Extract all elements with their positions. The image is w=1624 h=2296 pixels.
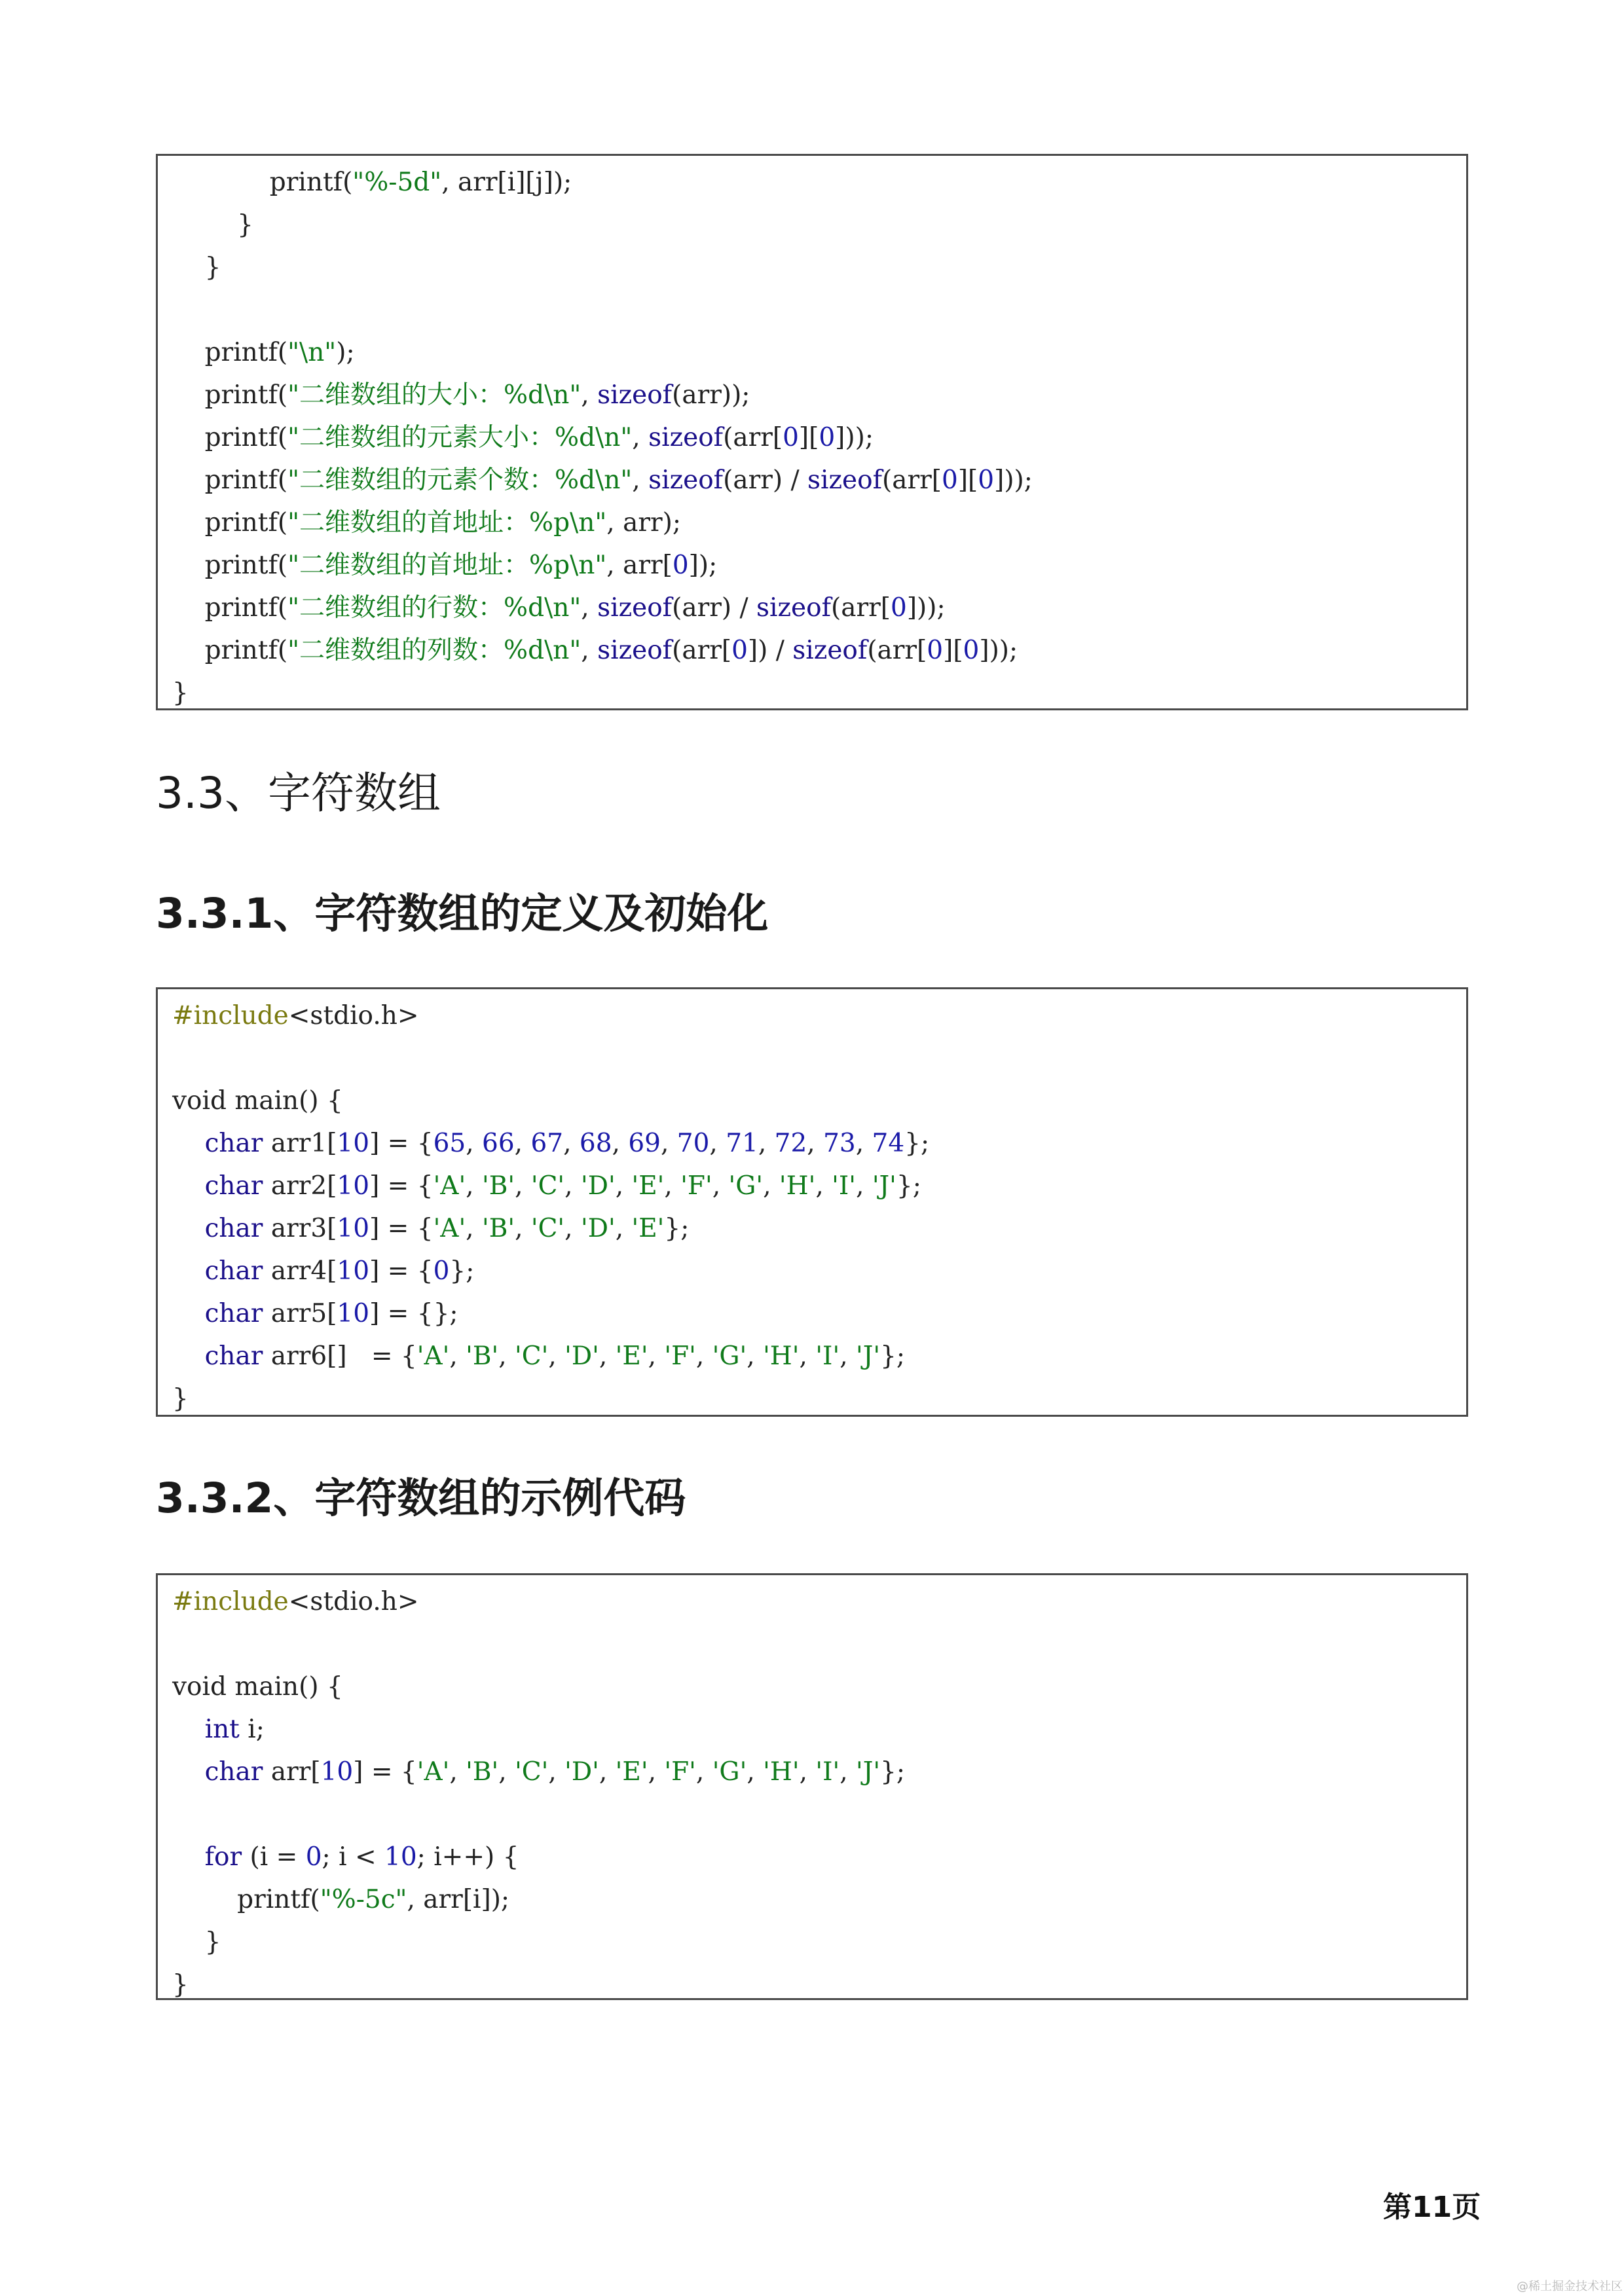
code-token: arr6[] = {	[263, 1341, 417, 1371]
code-token: 'A'	[416, 1341, 450, 1371]
code-token: 70	[676, 1129, 710, 1158]
code-token: ,	[599, 1341, 616, 1371]
code-token: 73	[823, 1129, 856, 1158]
code-token: 'H'	[763, 1341, 800, 1371]
code-token: 0	[305, 1842, 322, 1872]
code-token: ,	[515, 1214, 531, 1243]
code-token: (arr[	[831, 593, 891, 623]
code-token: 0	[731, 636, 748, 665]
code-token	[172, 1299, 205, 1328]
code-token: ,	[564, 1171, 581, 1201]
code-token: printf(	[172, 168, 353, 197]
code-token: sizeof	[597, 636, 673, 665]
code-line	[172, 1666, 1466, 1708]
code-token: char	[204, 1341, 263, 1371]
code-token	[172, 1341, 205, 1371]
code-token: ][	[943, 636, 963, 665]
code-line	[172, 1292, 1466, 1335]
code-token: "二维数组的列数：%d\n"	[287, 636, 581, 665]
code-token: void main() {	[172, 1672, 343, 1702]
code-token	[172, 1214, 205, 1243]
code-token	[172, 1129, 205, 1158]
code-line	[172, 629, 1466, 672]
code-line	[172, 1580, 1466, 1623]
code-token: ,	[799, 1757, 816, 1787]
code-line	[172, 1080, 1466, 1122]
code-token: <stdio.h>	[288, 1001, 419, 1030]
code-token: ,	[664, 1171, 681, 1201]
code-token: 68	[579, 1129, 612, 1158]
code-token: i;	[239, 1715, 265, 1744]
code-token: sizeof	[756, 593, 832, 623]
code-token: );	[336, 338, 355, 367]
code-line	[172, 587, 1466, 629]
code-token: int	[204, 1715, 240, 1744]
code-token: ,	[466, 1129, 482, 1158]
code-token: 74	[872, 1129, 905, 1158]
code-token	[172, 1256, 205, 1286]
code-token: 10	[337, 1129, 370, 1158]
code-token: ]) /	[747, 636, 793, 665]
code-token: ,	[498, 1341, 515, 1371]
code-line	[172, 204, 1466, 246]
code-token: ,	[712, 1171, 729, 1201]
code-token: <stdio.h>	[288, 1587, 419, 1616]
code-token: 69	[628, 1129, 661, 1158]
code-token: ] = {	[369, 1214, 434, 1243]
code-token: ]));	[979, 636, 1018, 665]
code-token: sizeof	[648, 465, 724, 495]
code-token: "二维数组的元素大小：%d\n"	[287, 423, 633, 452]
code-token: ,	[612, 1129, 629, 1158]
code-token: sizeof	[792, 636, 868, 665]
code-line	[172, 544, 1466, 587]
code-token: ,	[648, 1341, 665, 1371]
code-token: (arr) /	[672, 593, 757, 623]
code-token: "二维数组的行数：%d\n"	[287, 593, 581, 623]
code-token: "二维数组的大小：%d\n"	[287, 380, 581, 410]
code-token: ,	[709, 1129, 726, 1158]
code-token: 'C'	[530, 1171, 565, 1201]
code-token: ] = {	[353, 1757, 417, 1787]
code-token: 'F'	[680, 1171, 712, 1201]
code-token: ,	[695, 1341, 712, 1371]
code-token: 'J'	[872, 1171, 896, 1201]
code-token	[172, 1842, 205, 1872]
code-token: };	[449, 1256, 475, 1286]
code-token: ,	[581, 380, 598, 410]
code-token: ,	[515, 1171, 531, 1201]
code-token: char	[204, 1757, 263, 1787]
code-line	[172, 1878, 1466, 1921]
code-token: 10	[384, 1842, 417, 1872]
code-line	[172, 1751, 1466, 1793]
code-token: printf(	[172, 338, 288, 367]
code-token: char	[204, 1129, 263, 1158]
code-token: 'A'	[433, 1214, 466, 1243]
code-token: printf(	[172, 423, 288, 452]
code-token: 10	[337, 1214, 370, 1243]
code-token: 72	[774, 1129, 807, 1158]
code-token: 'B'	[481, 1171, 515, 1201]
code-token	[172, 1757, 205, 1787]
code-token: ,	[581, 593, 598, 623]
code-token: ,	[632, 423, 649, 452]
code-token: ] = {	[369, 1171, 434, 1201]
code-block	[156, 987, 1468, 1417]
code-token: 0	[433, 1256, 450, 1286]
code-line	[172, 459, 1466, 501]
code-token: ,	[799, 1341, 816, 1371]
code-token: };	[664, 1214, 690, 1243]
code-token: 65	[433, 1129, 466, 1158]
code-token: , arr);	[606, 508, 681, 538]
code-token: ] = {	[369, 1129, 434, 1158]
code-token: ] = {};	[369, 1299, 458, 1328]
code-token: 'I'	[815, 1757, 840, 1787]
code-line	[172, 1207, 1466, 1250]
code-token: 'J'	[855, 1341, 881, 1371]
code-token: "二维数组的首地址：%p\n"	[287, 508, 607, 538]
code-line	[172, 289, 1466, 331]
code-token: arr3[	[263, 1214, 337, 1243]
code-token: "二维数组的首地址：%p\n"	[287, 551, 607, 580]
code-token: arr4[	[263, 1256, 337, 1286]
code-token: ,	[815, 1171, 832, 1201]
code-token: ,	[758, 1129, 775, 1158]
code-token: 'H'	[779, 1171, 816, 1201]
code-token: }	[172, 678, 189, 708]
watermark: @稀土掘金技术社区	[1517, 2280, 1623, 2293]
code-block	[156, 154, 1468, 710]
code-token: 'H'	[763, 1757, 800, 1787]
code-token: ,	[449, 1341, 466, 1371]
code-token: ] = {	[369, 1256, 434, 1286]
code-token: , arr[i][j]);	[441, 168, 572, 197]
code-line	[172, 501, 1466, 544]
code-token: ,	[648, 1757, 665, 1787]
code-line	[172, 1836, 1466, 1878]
code-line	[172, 246, 1466, 289]
code-token: 'G'	[728, 1171, 764, 1201]
code-line	[172, 1335, 1466, 1377]
code-token: sizeof	[597, 593, 673, 623]
code-token: 10	[337, 1256, 370, 1286]
code-token: 10	[337, 1299, 370, 1328]
code-token: ,	[856, 1171, 872, 1201]
code-token: char	[204, 1256, 263, 1286]
code-token: ,	[840, 1341, 856, 1371]
code-token: 'B'	[481, 1214, 515, 1243]
code-token: ,	[632, 465, 649, 495]
code-token: ,	[615, 1214, 632, 1243]
code-token: };	[896, 1171, 921, 1201]
code-token: printf(	[172, 1885, 320, 1914]
subsection-heading: 3.3.2、字符数组的示例代码	[156, 1474, 686, 1522]
code-token: 'D'	[564, 1757, 599, 1787]
code-token: }	[172, 1970, 189, 1999]
code-token: 0	[891, 593, 907, 623]
code-token: 71	[726, 1129, 758, 1158]
code-token: 'B'	[466, 1757, 499, 1787]
code-line	[172, 1708, 1466, 1751]
code-token: 0	[672, 551, 689, 580]
code-token: 10	[337, 1171, 370, 1201]
code-token: 'D'	[564, 1341, 599, 1371]
code-token: #include	[172, 1001, 289, 1030]
code-token: 'E'	[615, 1341, 648, 1371]
code-token: 0	[819, 423, 836, 452]
code-token: (arr[	[672, 636, 732, 665]
code-token: 'E'	[615, 1757, 648, 1787]
code-token: ]);	[688, 551, 718, 580]
code-line	[172, 1377, 1466, 1420]
code-token: "%-5d"	[352, 168, 442, 197]
code-token: };	[904, 1129, 930, 1158]
code-token: };	[880, 1341, 906, 1371]
code-block	[156, 1573, 1468, 2000]
code-line	[172, 416, 1466, 459]
code-token: 'C'	[515, 1341, 549, 1371]
code-token: 0	[927, 636, 944, 665]
code-token: void main() {	[172, 1086, 343, 1116]
code-token: printf(	[172, 465, 288, 495]
code-line	[172, 1793, 1466, 1836]
code-line	[172, 1165, 1466, 1207]
code-token: 'A'	[433, 1171, 466, 1201]
code-token: sizeof	[648, 423, 724, 452]
code-token: };	[880, 1757, 906, 1787]
code-token: ,	[747, 1341, 764, 1371]
code-token: ,	[581, 636, 598, 665]
code-token: (i =	[242, 1842, 306, 1872]
code-token: printf(	[172, 508, 288, 538]
code-token: ,	[855, 1129, 872, 1158]
code-token: 10	[320, 1757, 354, 1787]
code-token: 'J'	[856, 1757, 881, 1787]
code-token	[172, 1171, 205, 1201]
code-token: arr1[	[263, 1129, 337, 1158]
code-token: ][	[957, 465, 978, 495]
code-token: ]));	[994, 465, 1033, 495]
code-token: }	[172, 1384, 189, 1413]
code-token: #include	[172, 1587, 289, 1616]
code-token: printf(	[172, 636, 288, 665]
code-token: 66	[482, 1129, 515, 1158]
code-token: arr2[	[263, 1171, 337, 1201]
code-token: ,	[449, 1757, 466, 1787]
code-token: ,	[548, 1341, 565, 1371]
code-token: 'C'	[515, 1757, 549, 1787]
code-token: ,	[615, 1171, 632, 1201]
code-token: ,	[807, 1129, 824, 1158]
page-number: 第11页	[1383, 2191, 1481, 2224]
code-token: 'E'	[631, 1171, 665, 1201]
code-token: (arr));	[672, 380, 750, 410]
code-token: ,	[514, 1129, 531, 1158]
code-token: ,	[747, 1757, 764, 1787]
code-token: "%-5c"	[320, 1885, 407, 1914]
code-line	[172, 1250, 1466, 1292]
code-token: 0	[963, 636, 980, 665]
code-line	[172, 1623, 1466, 1666]
code-line	[172, 1963, 1466, 2006]
code-token: char	[204, 1171, 263, 1201]
code-token: ,	[466, 1171, 482, 1201]
code-token: arr[	[263, 1757, 321, 1787]
code-token: 0	[942, 465, 958, 495]
section-heading: 3.3、字符数组	[156, 768, 441, 818]
code-token	[172, 1715, 205, 1744]
code-token: (arr[	[867, 636, 927, 665]
code-token: ; i <	[322, 1842, 385, 1872]
code-token: ,	[660, 1129, 677, 1158]
code-token: ,	[840, 1757, 857, 1787]
code-line	[172, 331, 1466, 374]
code-token: ; i++) {	[416, 1842, 519, 1872]
code-token: sizeof	[597, 380, 673, 410]
code-token: 'I'	[832, 1171, 857, 1201]
code-token: 'I'	[815, 1341, 840, 1371]
code-line	[172, 374, 1466, 416]
code-token: 'G'	[712, 1757, 747, 1787]
code-token: ,	[763, 1171, 779, 1201]
code-token: 'C'	[530, 1214, 565, 1243]
code-token: for	[204, 1842, 242, 1872]
code-token: 'E'	[631, 1214, 665, 1243]
code-line	[172, 1037, 1466, 1080]
code-token: ,	[695, 1757, 712, 1787]
code-token: "二维数组的元素个数：%d\n"	[287, 465, 633, 495]
code-token: 'D'	[580, 1214, 616, 1243]
subsection-heading: 3.3.1、字符数组的定义及初始化	[156, 890, 769, 938]
code-token: printf(	[172, 593, 288, 623]
code-token: ,	[564, 1214, 581, 1243]
code-token: }	[172, 210, 253, 240]
code-token: char	[204, 1299, 263, 1328]
code-token: , arr[	[606, 551, 673, 580]
code-token: (arr[	[723, 423, 783, 452]
code-token: printf(	[172, 551, 288, 580]
code-token: printf(	[172, 380, 288, 410]
code-token: }	[172, 1927, 221, 1957]
code-token: ]));	[835, 423, 874, 452]
code-token: ,	[466, 1214, 482, 1243]
code-token: 0	[783, 423, 799, 452]
code-line	[172, 1921, 1466, 1963]
code-token: arr5[	[263, 1299, 337, 1328]
code-token: , arr[i]);	[407, 1885, 510, 1914]
code-line	[172, 672, 1466, 714]
code-token: ,	[548, 1757, 565, 1787]
code-token: ][	[798, 423, 819, 452]
code-token: (arr) /	[723, 465, 808, 495]
code-token: sizeof	[807, 465, 883, 495]
code-token: 0	[978, 465, 995, 495]
code-token: 'D'	[580, 1171, 616, 1201]
code-token: 'A'	[416, 1757, 450, 1787]
code-token: ,	[599, 1757, 616, 1787]
code-token: (arr[	[882, 465, 942, 495]
code-token: ]));	[906, 593, 946, 623]
code-token: ,	[563, 1129, 580, 1158]
code-line	[172, 1122, 1466, 1165]
code-token: 'F'	[664, 1757, 696, 1787]
code-line	[172, 161, 1466, 204]
code-token: "\n"	[287, 338, 337, 367]
code-token: 67	[530, 1129, 564, 1158]
code-line	[172, 994, 1466, 1037]
code-token: char	[204, 1214, 263, 1243]
code-token: 'B'	[466, 1341, 499, 1371]
code-token: ,	[498, 1757, 515, 1787]
code-token: 'G'	[712, 1341, 747, 1371]
code-token: }	[172, 253, 221, 282]
code-token: 'F'	[664, 1341, 696, 1371]
